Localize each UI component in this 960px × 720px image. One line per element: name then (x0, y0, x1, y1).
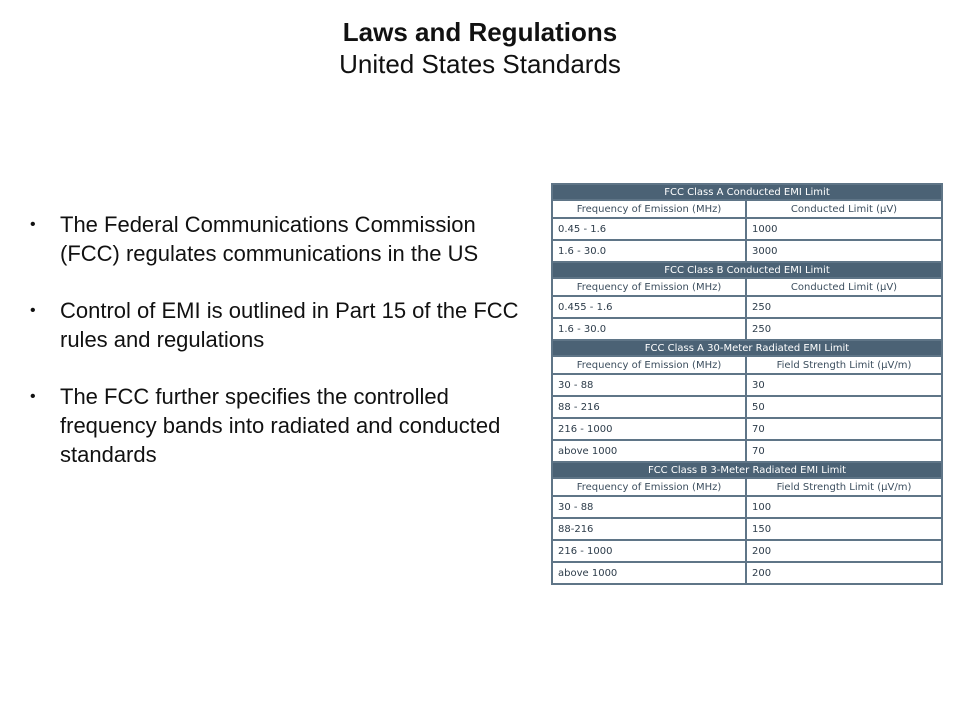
table-cell: above 1000 (552, 440, 746, 462)
column-header: Field Strength Limit (μV/m) (746, 356, 942, 374)
table-cell: 1.6 - 30.0 (552, 240, 746, 262)
slide-title: Laws and Regulations (342, 17, 618, 47)
section-title-row (552, 184, 942, 200)
table-row (552, 318, 942, 340)
section-title-row (552, 462, 942, 478)
table-row (552, 240, 942, 262)
table-row (552, 496, 942, 518)
title-block (0, 16, 960, 80)
table-cell: 250 (746, 296, 942, 318)
table-cell: 88 - 216 (552, 396, 746, 418)
table-cell: 50 (746, 396, 942, 418)
table-cell: 30 - 88 (552, 374, 746, 396)
column-header-row (552, 278, 942, 296)
table-cell: 200 (746, 540, 942, 562)
table-row (552, 218, 942, 240)
table-row (552, 296, 942, 318)
column-header: Field Strength Limit (μV/m) (746, 478, 942, 496)
table-cell: 150 (746, 518, 942, 540)
fcc-emi-limits-table (551, 183, 943, 585)
table-cell: 0.45 - 1.6 (552, 218, 746, 240)
section-title-row (552, 262, 942, 278)
table-cell: 100 (746, 496, 942, 518)
table-row (552, 418, 942, 440)
bullet-item: • The Federal Communications Commission (FCC) regulates communications in the US (30, 210, 540, 268)
section-title-row (552, 340, 942, 356)
table-cell: 30 - 88 (552, 496, 746, 518)
column-header-row (552, 478, 942, 496)
table-cell: 3000 (746, 240, 942, 262)
table-cell: above 1000 (552, 562, 746, 584)
bullet-list (30, 210, 540, 497)
section-title: FCC Class B 3-Meter Radiated EMI Limit (552, 462, 942, 478)
table-row (552, 440, 942, 462)
section-title: FCC Class A 30-Meter Radiated EMI Limit (552, 340, 942, 356)
table-cell: 250 (746, 318, 942, 340)
table-row (552, 374, 942, 396)
table-cell: 216 - 1000 (552, 540, 746, 562)
column-header: Frequency of Emission (MHz) (552, 200, 746, 218)
table-row (552, 518, 942, 540)
bullet-item: • Control of EMI is outlined in Part 15 of the FCC rules and regulations (30, 296, 540, 354)
table-cell: 70 (746, 418, 942, 440)
table-cell: 200 (746, 562, 942, 584)
table-cell: 0.455 - 1.6 (552, 296, 746, 318)
table-row (552, 396, 942, 418)
table-cell: 70 (746, 440, 942, 462)
column-header: Frequency of Emission (MHz) (552, 278, 746, 296)
table-cell: 88-216 (552, 518, 746, 540)
slide-subtitle: United States Standards (339, 49, 621, 79)
table-cell: 1000 (746, 218, 942, 240)
column-header: Frequency of Emission (MHz) (552, 356, 746, 374)
column-header: Conducted Limit (μV) (746, 200, 942, 218)
column-header-row (552, 356, 942, 374)
table-row (552, 562, 942, 584)
section-title: FCC Class B Conducted EMI Limit (552, 262, 942, 278)
column-header-row (552, 200, 942, 218)
column-header: Conducted Limit (μV) (746, 278, 942, 296)
bullet-item: • The FCC further specifies the controlled frequency bands into radiated and conducted standards (30, 382, 540, 469)
section-title: FCC Class A Conducted EMI Limit (552, 184, 942, 200)
table-cell: 1.6 - 30.0 (552, 318, 746, 340)
table-cell: 216 - 1000 (552, 418, 746, 440)
table-row (552, 540, 942, 562)
table-cell: 30 (746, 374, 942, 396)
column-header: Frequency of Emission (MHz) (552, 478, 746, 496)
